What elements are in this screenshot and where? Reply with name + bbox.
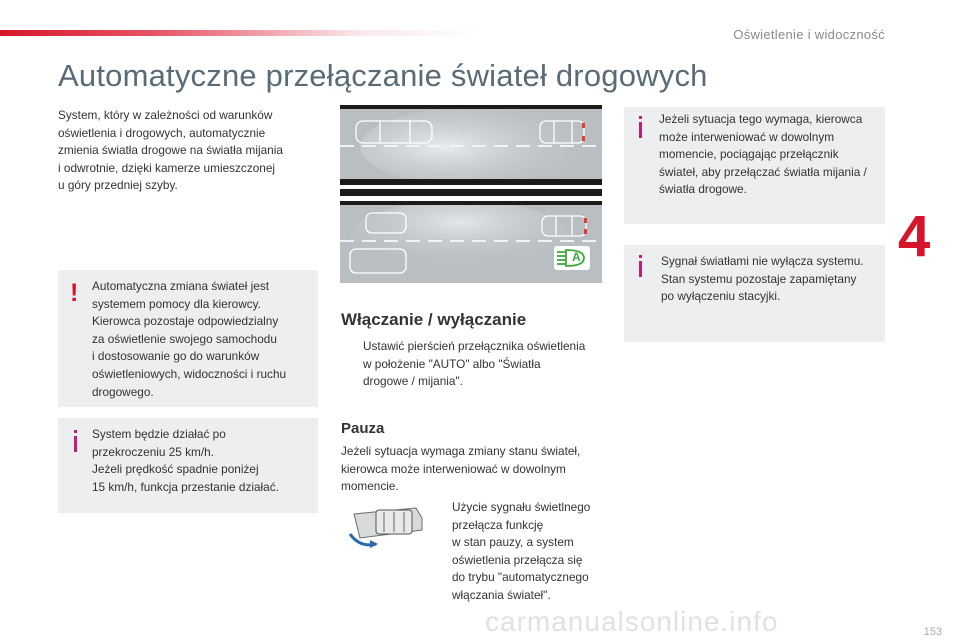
intro-paragraph (58, 107, 308, 195)
road-illustration-low-beam (340, 201, 602, 283)
info-signal-text (661, 253, 883, 306)
intro-line: zmienia światła drogowe na światła mijania (58, 143, 283, 158)
onoff-text (363, 338, 608, 391)
pause-heading: Pauza (341, 420, 385, 437)
info-speed-line: System będzie działać po (92, 427, 226, 441)
info-speed-line: 15 km/h, funkcja przestanie działać. (92, 479, 279, 494)
info-override-text (659, 111, 883, 199)
pause-item-line: przełącza funkcję (452, 517, 544, 532)
road-low-beam-svg (340, 201, 602, 283)
info-signal-line: Stan systemu pozostaje zapamiętany (661, 271, 857, 286)
info-speed-text (92, 426, 314, 496)
pause-line: Jeżeli sytuacja wymaga zmiany stanu świateł, (341, 444, 581, 458)
info-icon (74, 436, 77, 452)
warning-line: systemem pomocy dla kierowcy. (92, 296, 261, 311)
info-override-line: świateł, aby przełączać światła mijania / (659, 164, 867, 179)
onoff-line: Ustawić pierścień przełącznika oświetlenia (363, 339, 586, 353)
pause-item-line: do trybu "automatycznego (452, 570, 589, 585)
pause-item-line: Użycie sygnału świetlnego (452, 500, 591, 514)
watermark: carmanualsonline.info (485, 606, 779, 637)
info-box-signal (624, 245, 885, 342)
warning-line: Kierowca pozostaje odpowiedzialny (92, 314, 279, 329)
info-override-line: Jeżeli sytuacja tego wymaga, kierowca (659, 112, 863, 126)
info-speed-line: Jeżeli prędkość spadnie poniżej (92, 462, 259, 477)
pause-text (341, 443, 603, 496)
top-accent-bar (0, 30, 480, 36)
info-speed-line: przekroczeniu 25 km/h. (92, 444, 214, 459)
warning-line: i dostosowanie go do warunków (92, 349, 260, 364)
warning-icon: ! (70, 279, 79, 307)
pause-item-line: oświetlenia przełącza się (452, 552, 583, 567)
light-stalk-svg (346, 504, 426, 554)
onoff-line: drogowe / mijania". (363, 374, 463, 389)
onoff-line: w położenie "AUTO" albo "Światła (363, 356, 541, 371)
intro-line: i odwrotnie, dzięki kamerze umieszczonej (58, 160, 276, 175)
illustration-divider (340, 189, 602, 196)
pause-item-line: włączania świateł". (452, 587, 551, 602)
info-signal-line: Sygnał światłami nie wyłącza systemu. (661, 254, 864, 268)
intro-line: System, który w zależności od warunków (58, 108, 273, 122)
page-title: Automatyczne przełączanie świateł drogowych (58, 58, 708, 93)
warning-line: drogowego. (92, 384, 154, 399)
intro-line: oświetlenia i drogowych, automatycznie (58, 125, 266, 140)
info-override-line: światła drogowe. (659, 182, 747, 197)
light-stalk-illustration (346, 504, 426, 554)
warning-line: oświetleniowych, widoczności i ruchu (92, 366, 287, 381)
info-signal-line: po wyłączeniu stacyjki. (661, 289, 781, 304)
onoff-heading: Włączanie / wyłączanie (341, 310, 527, 329)
info-override-line: momencie, pociągając przełącznik (659, 147, 839, 162)
info-box-override (624, 107, 885, 224)
section-title: Oświetlenie i widoczność (733, 27, 885, 42)
pause-item-line: w stan pauzy, a system (452, 535, 574, 550)
info-icon (639, 122, 642, 138)
pause-line: kierowca może interweniować w dowolnym (341, 461, 566, 476)
warning-line: za oświetlenie swojego samochodu (92, 331, 277, 346)
auto-beam-indicator (554, 246, 590, 270)
warning-box (58, 270, 318, 407)
warning-line: Automatyczna zmiana świateł jest (92, 279, 270, 293)
pause-line: momencie. (341, 479, 399, 494)
auto-indicator-letter: A (572, 250, 581, 264)
info-icon (639, 261, 642, 277)
road-high-beam-svg (340, 109, 602, 185)
page-number: 153 (923, 626, 942, 638)
info-box-speed (58, 418, 318, 513)
pause-item-text (452, 499, 612, 605)
intro-line: u góry przedniej szyby. (58, 178, 178, 193)
road-illustration-high-beam (340, 109, 602, 185)
info-override-line: może interweniować w dowolnym (659, 129, 835, 144)
warning-text (92, 278, 314, 401)
chapter-number: 4 (898, 204, 931, 269)
